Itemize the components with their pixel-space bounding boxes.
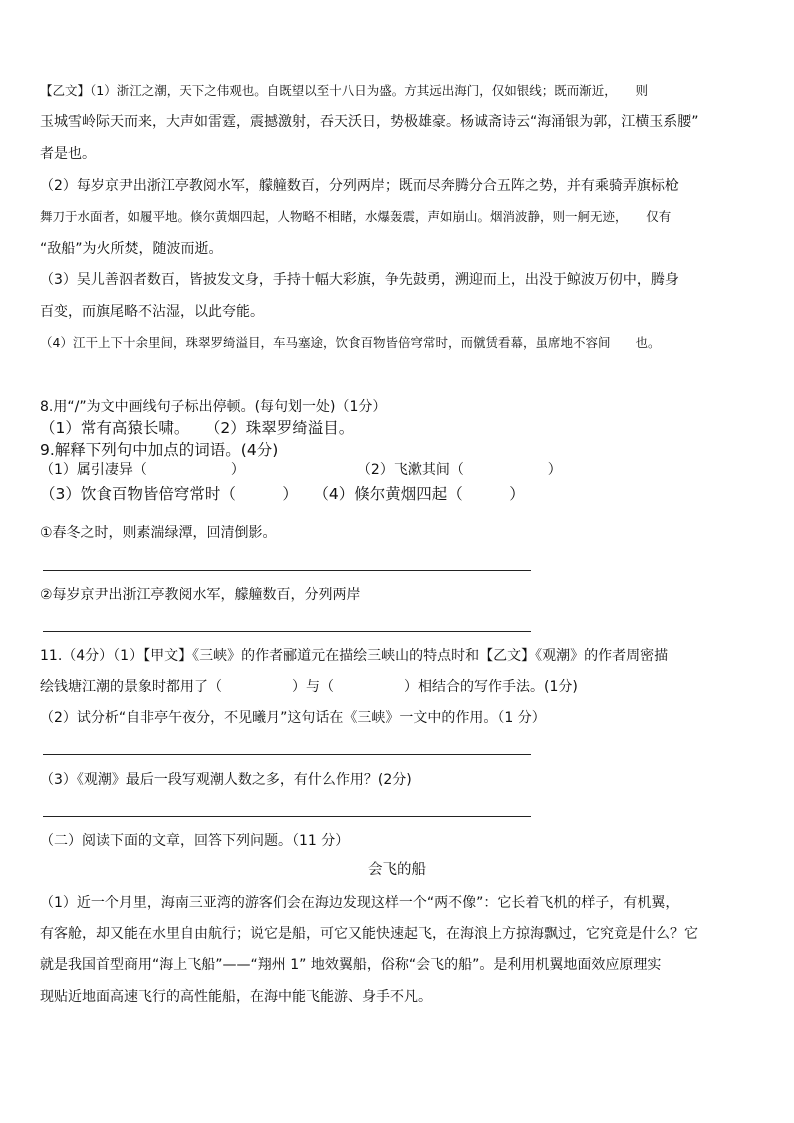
yiwen-p2-line3: “敌船”为火所焚，随波而逝。 [40,241,223,257]
answer-line[interactable] [43,754,531,755]
yiwen-p1-line2: 玉城雪岭际天而来，大声如雷霆，震撼激射，吞天沃日，势极雄豪。杨诚斋诗云“海涌银为郭，江横玉系腰” [40,114,699,130]
q10-sentence2: ②每岁京尹出浙江亭教阅水军，艨艟数百，分列两岸 [40,587,361,603]
yiwen-p2-line2: 舞刀于水面者，如履平地。倏尔黄烟四起，人物略不相睹，水爆轰震，声如崩山。烟消波静，则一舸无迹， 仅有 [40,209,672,224]
answer-line[interactable] [43,816,531,817]
yiwen-p2-line1: （2）每岁京尹出浙江亭教阅水军，艨艟数百，分列两岸；既而尽奔腾分合五阵之势，并有乘骑弄旗标枪 [40,178,679,194]
article-line3: 就是我国首型商用“海上飞船”——“翔州 1” 地效翼船，俗称“会飞的船”。是利用机翼地面效应原理实 [40,957,662,973]
yiwen-p3-line1: （3）吴儿善泅者数百，皆披发文身，手持十幅大彩旗，争先鼓勇，溯迎而上，出没于鲸波万仞中，腾身 [40,272,679,288]
article-line2: 有客舱，却又能在水里自由航行；说它是船，可它又能快速起飞，在海浪上方掠海飘过，它究竟是什么？它 [40,926,698,942]
q11-line1: 11.（4分）（1）【甲文】《三峡》的作者郦道元在描绘三峡山的特点时和【乙文】《观潮》的作者周密描 [40,648,669,664]
q8-items: （1）常有高猿长啸。 （2）珠翠罗绮溢目。 [40,419,355,437]
q9-title: 9.解释下列句中加点的词语。(4分) [40,441,279,459]
q11-line2: 绘钱塘江潮的景象时都用了（ ）与（ ）相结合的写作手法。(1分) [40,679,578,695]
q9-row1: （1）属引凄异（ ） （2）飞漱其间（ ） [40,462,562,478]
q10-sentence1: ①春冬之时，则素湍绿潭，回清倒影。 [40,525,277,541]
article-line4: 现贴近地面高速飞行的高性能船，在海中能飞能游、身手不凡。 [40,989,432,1005]
article-title: 会飞的船 [368,862,426,878]
article-line1: （1）近一个月里，海南三亚湾的游客们会在海边发现这样一个“两不像”：它长着飞机的样子，有机翼， [40,895,680,911]
answer-line[interactable] [43,631,531,632]
yiwen-p3-line2: 百变，而旗尾略不沾湿，以此夸能。 [40,304,264,320]
answer-line[interactable] [43,570,531,571]
section2-heading: （二）阅读下面的文章，回答下列问题。（11 分） [40,833,350,849]
q11-line4: （3）《观潮》最后一段写观潮人数之多，有什么作用？(2分) [40,772,412,788]
q9-row2: （3）饮食百物皆倍穹常时（ ） （4）倏尔黄烟四起（ ） [40,485,525,503]
q11-line3: （2）试分析“自非亭午夜分，不见曦月”这句话在《三峡》一文中的作用。（1 分） [40,710,546,726]
yiwen-p1-line3: 者是也。 [40,146,96,162]
q8-title: 8.用“/”为文中画线句子标出停顿。(每句划一处)（1分） [40,399,387,415]
yiwen-p4-line1: （4）江干上下十余里间，珠翠罗绮溢目，车马塞途，饮食百物皆倍穹常时，而僦赁看幕，虽席地不容间 也。 [40,335,661,350]
yiwen-p1-line1: 【乙文】（1）浙江之潮，天下之伟观也。自既望以至十八日为盛。方其远出海门，仅如银线；既而渐近， 则 [40,83,648,98]
